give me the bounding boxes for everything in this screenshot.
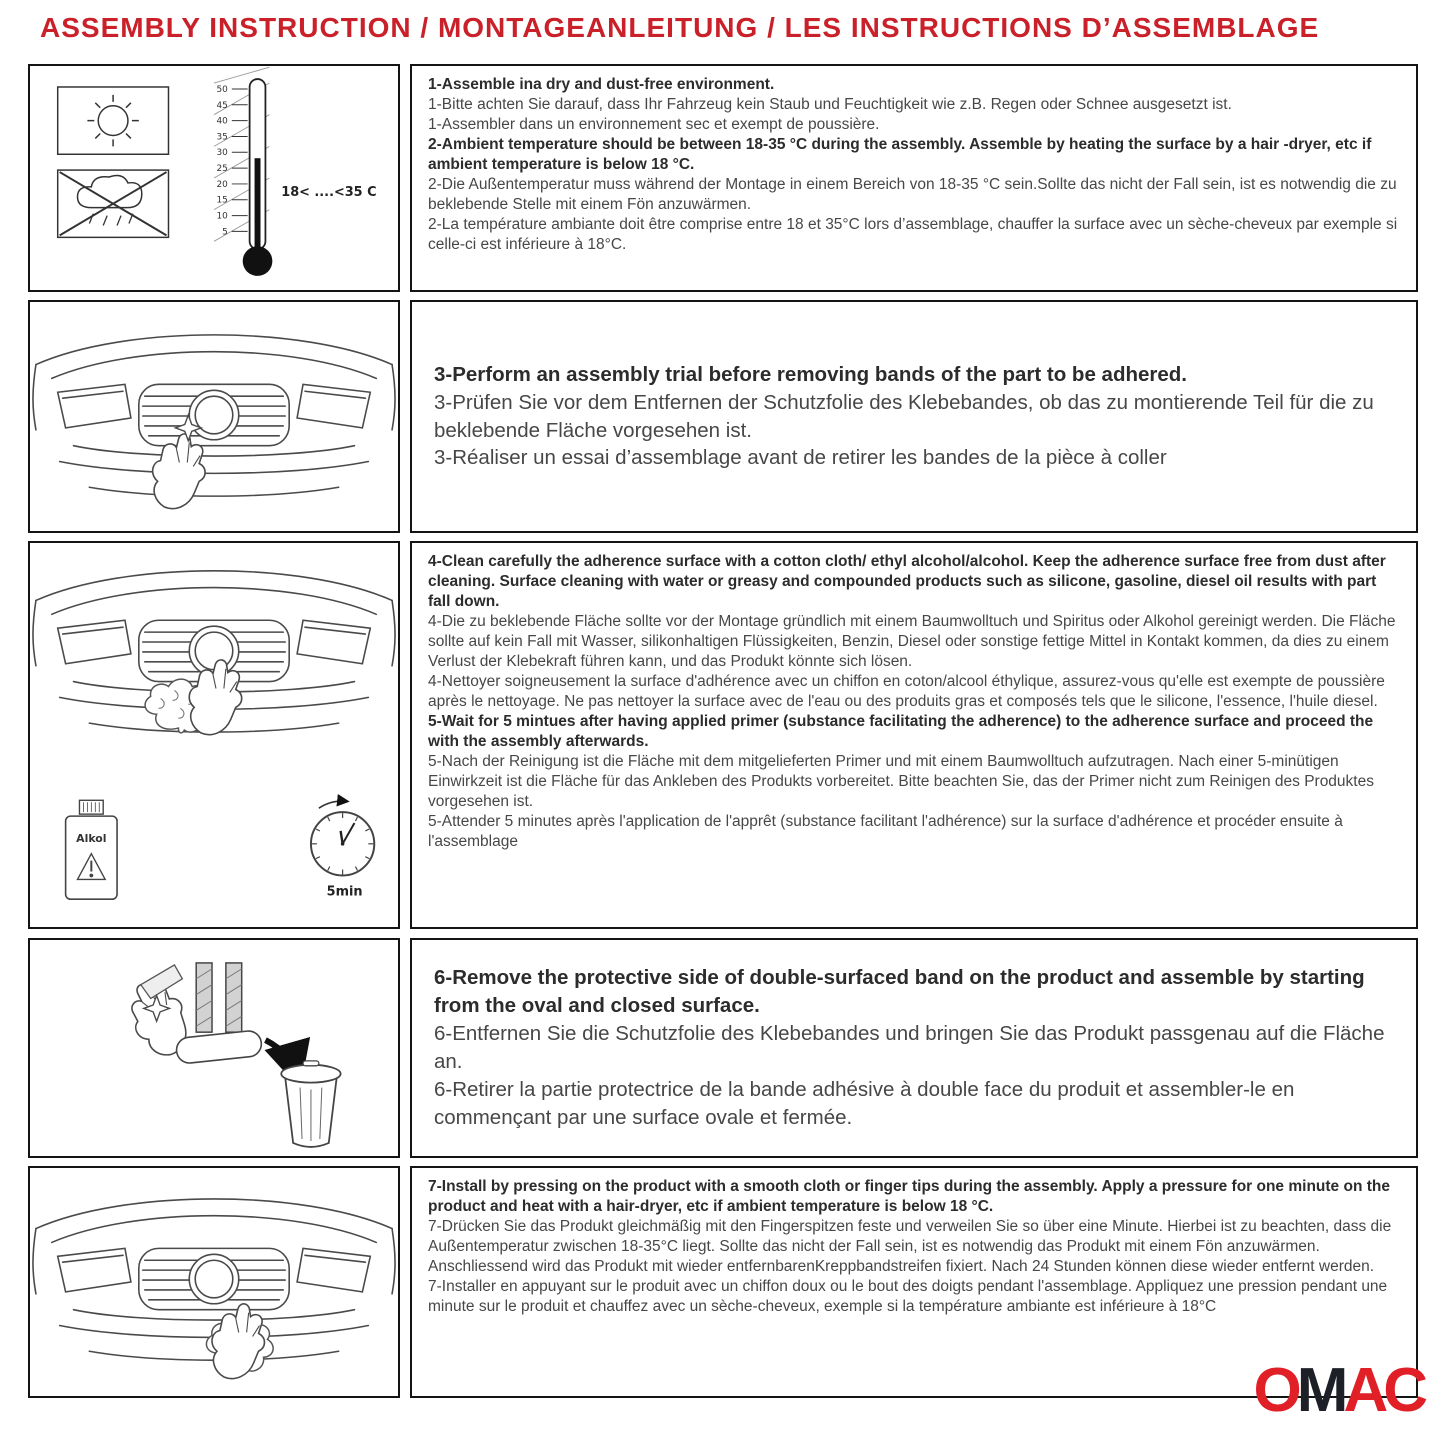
section-3-row — [28, 541, 1418, 929]
trash-can-icon — [281, 1061, 340, 1147]
step-2-de: 2-Die Außentemperatur muss während der Montage in einem Bereich von 18-35 °C sein.Sollte das nicht der Fall sein, ist es notwendig die zu beklebende Stelle mit einem Fön anzuwärmen. — [428, 175, 1397, 213]
step-7-de: 7-Drücken Sie das Produkt gleichmäßig mit den Fingerspitzen feste und verweilen Sie so über eine Minute. Hierbei ist zu beachten, dass die Außentemperatur zwischen 18-35°C liegt. Sollte das nicht der Fall sein, ist es notwendig das Produkt mit einem Fön anzuwärmen. Anschliessend wird das Produkt mit wieder entfernbarenKreppbandstreifen fixiert. Nach 24 Stunden können diese wieder entfernt werden. — [428, 1217, 1392, 1275]
step-3-en: 3-Perform an assembly trial before removing bands of the part to be adhered. — [434, 362, 1187, 386]
section-2-text — [410, 300, 1418, 533]
thermometer-scale-value: 5 — [222, 227, 228, 238]
step-4-de: 4-Die zu beklebende Fläche sollte vor der Montage gründlich mit einem Baumwolltuch und Spiritus oder Alkohol gereinigt werden. Die Fläche sollte auf kein Fall mit Wasser, silikonhaltigen Flüssigkeiten, Benzin, Diesel oder sonstige fettige Mittel in Kontakt kommen, da dies zu einem Verlust der Klebekraft führen kann, und das Produkt könnte sich lösen. — [428, 612, 1396, 670]
clock-icon — [311, 801, 374, 899]
step-2-en: 2-Ambient temperature should be between 18-35 °C during the assembly. Assemble by heating the surface by a hair -dryer, etc if ambient temperature is below 18 °C. — [428, 135, 1372, 173]
section-2-illustration — [28, 300, 400, 533]
thermometer-icon — [214, 67, 377, 276]
alcohol-bottle-icon — [66, 800, 117, 899]
step-2-fr: 2-La température ambiante doit être comprise entre 18 et 35°C lors d’assemblage, chauffer la surface avec un sèche-cheveux par exemple si celle-ci est inférieure à 18°C. — [428, 215, 1398, 253]
thermometer-scale-value: 15 — [216, 195, 228, 206]
thermometer-scale-value: 35 — [216, 132, 228, 143]
car-cleaning-illustration — [30, 543, 398, 927]
thermometer-scale-value: 30 — [216, 148, 228, 159]
section-3-text — [410, 541, 1418, 929]
environment-illustration — [30, 66, 398, 290]
no-rain-icon — [58, 170, 169, 237]
thermometer-scale-value: 40 — [216, 116, 228, 127]
step-7-fr: 7-Installer en appuyant sur le produit avec un chiffon doux ou le bout des doigts pendant l'assemblage. Appliquez une pression pendant une minute sur le produit et chauffez avec un sèche-cheveux, exemple si la température ambiante est inférieure à 18°C — [428, 1277, 1388, 1315]
clock-label: 5min — [326, 884, 363, 900]
step-1-fr: 1-Assembler dans un environnement sec et exempt de poussière. — [428, 115, 880, 133]
temperature-range-label: 18< ....<35 C — [281, 184, 377, 200]
section-3-illustration — [28, 541, 400, 929]
car-front-illustration — [33, 335, 395, 496]
thermometer-scale-value: 25 — [216, 164, 228, 175]
step-4-en: 4-Clean carefully the adherence surface with a cotton cloth/ ethyl alcohol/alcohol. Keep the adherence surface free from dust after cleaning. Surface cleaning with water or greasy and compounded products such as silicone, gasoline, diesel oil results with part fall down. — [428, 553, 1386, 610]
section-1-text — [410, 64, 1418, 292]
step-3-de: 3-Prüfen Sie vor dem Entfernen der Schutzfolie des Klebebandes, ob das zu montierende Teil für die zu beklebende Fläche vorgesehen ist. — [434, 390, 1374, 442]
logo-letter-o: O — [1253, 1356, 1297, 1425]
protective-band-icon — [175, 963, 262, 1064]
step-3-fr: 3-Réaliser un essai d’assemblage avant de retirer les bandes de la pièce à coller — [434, 446, 1167, 470]
thermometer-scale-value: 10 — [216, 211, 228, 222]
section-4-row — [28, 938, 1418, 1158]
thermometer-scale-value: 20 — [216, 179, 228, 190]
step-6-fr: 6-Retirer la partie protectrice de la bande adhésive à double face du produit et assembler-le en commençant par une surface ovale et fermée. — [434, 1077, 1295, 1129]
section-1-illustration — [28, 64, 400, 292]
step-1-en: 1-Assemble ina dry and dust-free environment. — [428, 76, 775, 93]
section-5-illustration — [28, 1166, 400, 1398]
step-5-fr: 5-Attender 5 minutes après l'application de l'apprêt (substance facilitant l'adhérence) sur la surface d'adhérence et procéder ensuite à l'assemblage — [428, 812, 1343, 850]
car-press-illustration — [30, 1168, 398, 1396]
step-7-en: 7-Install by pressing on the product with a smooth cloth or finger tips during the assembly. Apply a pressure for one minute on the product and heat with a hair-dryer, etc if ambient temperature is below 18 °C. — [428, 1178, 1390, 1215]
omac-logo — [1253, 1356, 1423, 1425]
step-4-fr: 4-Nettoyer soigneusement la surface d'adhérence avec un chiffon en coton/alcool éthylique, assurez-vous qu'elle est exempte de poussière après le nettoyage. Ne pas nettoyer la surface avec de l'eau ou des produits gras et composés tels que le silicone, l'essence, l'huile diesel. — [428, 672, 1385, 710]
step-6-en: 6-Remove the protective side of double-surfaced band on the product and assemble by starting from the oval and closed surface. — [434, 966, 1365, 1018]
step-6-de: 6-Entfernen Sie die Schutzfolie des Klebebandes und bringen Sie das Produkt passgenau auf die Fläche an. — [434, 1022, 1385, 1073]
thermometer-scale-value: 50 — [216, 84, 228, 95]
section-4-illustration — [28, 938, 400, 1158]
thermometer-scale-value: 45 — [216, 100, 228, 111]
step-5-en: 5-Wait for 5 mintues after having applied primer (substance facilitating the adherence) to the adherence surface and proceed the with the assembly afterwards. — [428, 712, 1374, 750]
section-1-row — [28, 64, 1418, 292]
logo-letter-c: C — [1383, 1356, 1423, 1425]
section-5-row — [28, 1166, 1418, 1398]
car-trial-illustration — [30, 302, 398, 531]
section-2-row — [28, 300, 1418, 533]
step-1-de: 1-Bitte achten Sie darauf, dass Ihr Fahrzeug kein Staub und Feuchtigkeit wie z.B. Regen oder Schnee ausgesetzt ist. — [428, 95, 1232, 113]
page-title: ASSEMBLY INSTRUCTION / MONTAGEANLEITUNG / LES INSTRUCTIONS D’ASSEMBLAGE — [40, 12, 1320, 43]
step-5-de: 5-Nach der Reinigung ist die Fläche mit dem mitgelieferten Primer und mit einem Baumwolltuch aufzutragen. Nach einer 5-minütigen Einwirkzeit ist die Fläche für das Ankleben des Produkts vorbereitet. Bitte beachten Sie, das der Primer nicht zum Reinigen des Produktes vorgesehen ist. — [428, 752, 1374, 810]
logo-letter-a: A — [1343, 1356, 1384, 1425]
protective-band-illustration — [30, 940, 398, 1156]
sun-icon — [58, 87, 169, 154]
alcohol-bottle-label: Alkol — [76, 831, 107, 845]
section-4-text — [410, 938, 1418, 1158]
logo-letter-m: M — [1296, 1356, 1344, 1425]
